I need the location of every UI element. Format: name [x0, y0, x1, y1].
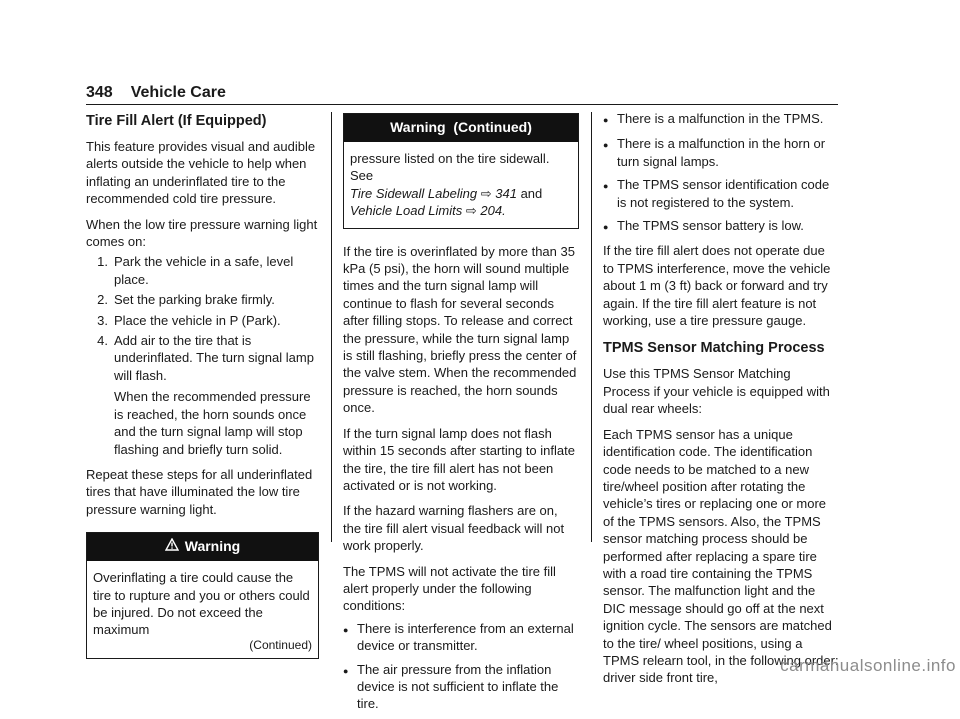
warning-triangle-icon	[165, 538, 179, 555]
bullet-icon: ●	[603, 181, 609, 192]
bullet-text: The TPMS sensor identification code is not registered to the system.	[617, 177, 830, 210]
column-1	[86, 112, 319, 659]
list-item	[86, 291, 319, 308]
cross-reference-arrow-icon: ⇨	[480, 185, 492, 201]
warning-continued-header: Warning (Continued)	[344, 114, 578, 142]
column-3	[603, 110, 839, 695]
xref-line-1	[350, 185, 572, 202]
step-number: 2.	[97, 292, 108, 308]
column-2	[343, 113, 579, 719]
cross-reference-arrow-icon: ⇨	[465, 203, 477, 219]
and-text: and	[520, 185, 543, 201]
warning-body	[87, 561, 318, 658]
repeat-paragraph: Repeat these steps for all underinflated tires that have illuminated the low tire pressure warning light.	[86, 466, 313, 517]
step-text: Park the vehicle in a safe, level place.	[114, 254, 294, 287]
warning-continued-box	[343, 113, 579, 229]
list-item	[86, 312, 319, 329]
column-divider-1	[331, 112, 332, 542]
sensor-id-paragraph: Each TPMS sensor has a unique identification code. The identification code needs to be matched to a new tire/wheel position after rotating the vehicle’s tires or replacing one or more of the TPMS sensors. Also, the TPMS sensor matching process should be performed after replacing a spare tire with a road tire containing the TPMS sensor. The malfunction light and the DIC message should go off at the next ignition cycle. The sensors are matched to the tire/ wheel positions, using a TPMS relearn tool, in the following order: driver side front tire,	[603, 426, 839, 686]
page-header	[86, 84, 838, 106]
warning-title: Warning	[184, 538, 241, 555]
list-item	[603, 110, 839, 129]
tire-sidewall-link[interactable]: Tire Sidewall Labeling	[350, 185, 478, 201]
vehicle-load-link[interactable]: Vehicle Load Limits	[350, 203, 463, 219]
step-number: 3.	[97, 312, 108, 328]
bullet-icon: ●	[603, 222, 609, 233]
watermark: carmanualsonline.info	[780, 656, 956, 675]
intro-paragraph: This feature provides visual and audible alerts outside the vehicle to help when inflating an underinflated tire to the recommended cold tire pressure.	[86, 139, 316, 207]
column-divider-2	[591, 112, 592, 542]
overinflated-paragraph: If the tire is overinflated by more than 35 kPa (5 psi), the horn will sound multiple times and the turn signal lamp will continue to flash for several seconds after filling stops. To release and correct the pressure, while the turn signal lamp is still flashing, briefly press the center of the valve stem. When the recommended pressure is reached, the horn sounds once.	[343, 243, 577, 416]
bullet-text: There is a malfunction in the TPMS.	[617, 111, 824, 126]
step4-sub-paragraph: When the recommended pressure is reached, the horn sounds once and the turn signal lamp will stop flashing and briefly turn solid.	[114, 389, 311, 457]
warning-continued-body	[344, 142, 578, 228]
xref-line-2	[350, 202, 572, 219]
warning-box	[86, 532, 319, 659]
tire-fill-alert-heading: Tire Fill Alert (If Equipped)	[86, 113, 267, 129]
when-paragraph: When the low tire pressure warning light comes on:	[86, 216, 318, 250]
step-text: Set the parking brake firmly.	[114, 292, 275, 308]
tpms-matching-heading: TPMS Sensor Matching Process	[603, 340, 825, 357]
bullet-icon: ●	[343, 624, 349, 635]
bullet-icon: ●	[343, 665, 349, 676]
step-number: 4.	[97, 333, 108, 349]
page-number: 348	[86, 84, 113, 101]
list-item	[86, 253, 319, 288]
section-title: Vehicle Care	[130, 84, 226, 101]
list-item	[343, 620, 579, 655]
list-item	[603, 176, 839, 211]
step-text: Place the vehicle in P (Park).	[114, 312, 281, 328]
step-number: 1.	[97, 254, 108, 270]
list-item	[603, 135, 839, 170]
interference-paragraph: If the tire fill alert does not operate due to TPMS interference, move the vehicle about 1 m (3 ft) back or forward and try again. If the tire fill alert feature is not working, use a tire pressure gauge.	[603, 243, 831, 329]
hazard-paragraph: If the hazard warning flashers are on, the tire fill alert visual feedback will not work properly.	[343, 503, 565, 554]
dual-rear-paragraph: Use this TPMS Sensor Matching Process if your vehicle is equipped with dual rear wheels:	[603, 366, 830, 417]
no-flash-paragraph: If the turn signal lamp does not flash within 15 seconds after starting to inflate the tire, the tire fill alert has not been activated or is not working.	[343, 425, 575, 493]
bullet-text: The TPMS sensor battery is low.	[617, 218, 804, 234]
continued-label: (Continued)	[249, 637, 312, 652]
bullet-text: There is interference from an external device or transmitter.	[357, 620, 574, 654]
warning-continued-text: pressure listed on the tire sidewall. See	[350, 151, 550, 184]
list-item	[86, 332, 319, 384]
xref-page[interactable]: 341	[495, 185, 517, 201]
bullet-text: There is a malfunction in the horn or turn signal lamps.	[617, 136, 826, 169]
warning-header	[87, 533, 318, 561]
xref-page[interactable]: 204.	[480, 203, 506, 219]
steps-list	[86, 253, 319, 457]
bullet-icon: ●	[603, 115, 609, 125]
step-text: Add air to the tire that is underinflated. The turn signal lamp will flash.	[114, 333, 314, 383]
conditions-paragraph: The TPMS will not activate the tire fill alert properly under the following conditions:	[343, 563, 556, 614]
header-rule	[86, 104, 838, 105]
warning-text: Overinflating a tire could cause the tire to rupture and you or others could be injured. Do not exceed the maximum	[93, 570, 310, 638]
bullet-text: The air pressure from the inflation device is not sufficient to inflate the tire.	[357, 661, 559, 712]
list-item	[603, 217, 839, 236]
bullet-icon: ●	[603, 140, 609, 151]
list-item	[343, 661, 579, 713]
